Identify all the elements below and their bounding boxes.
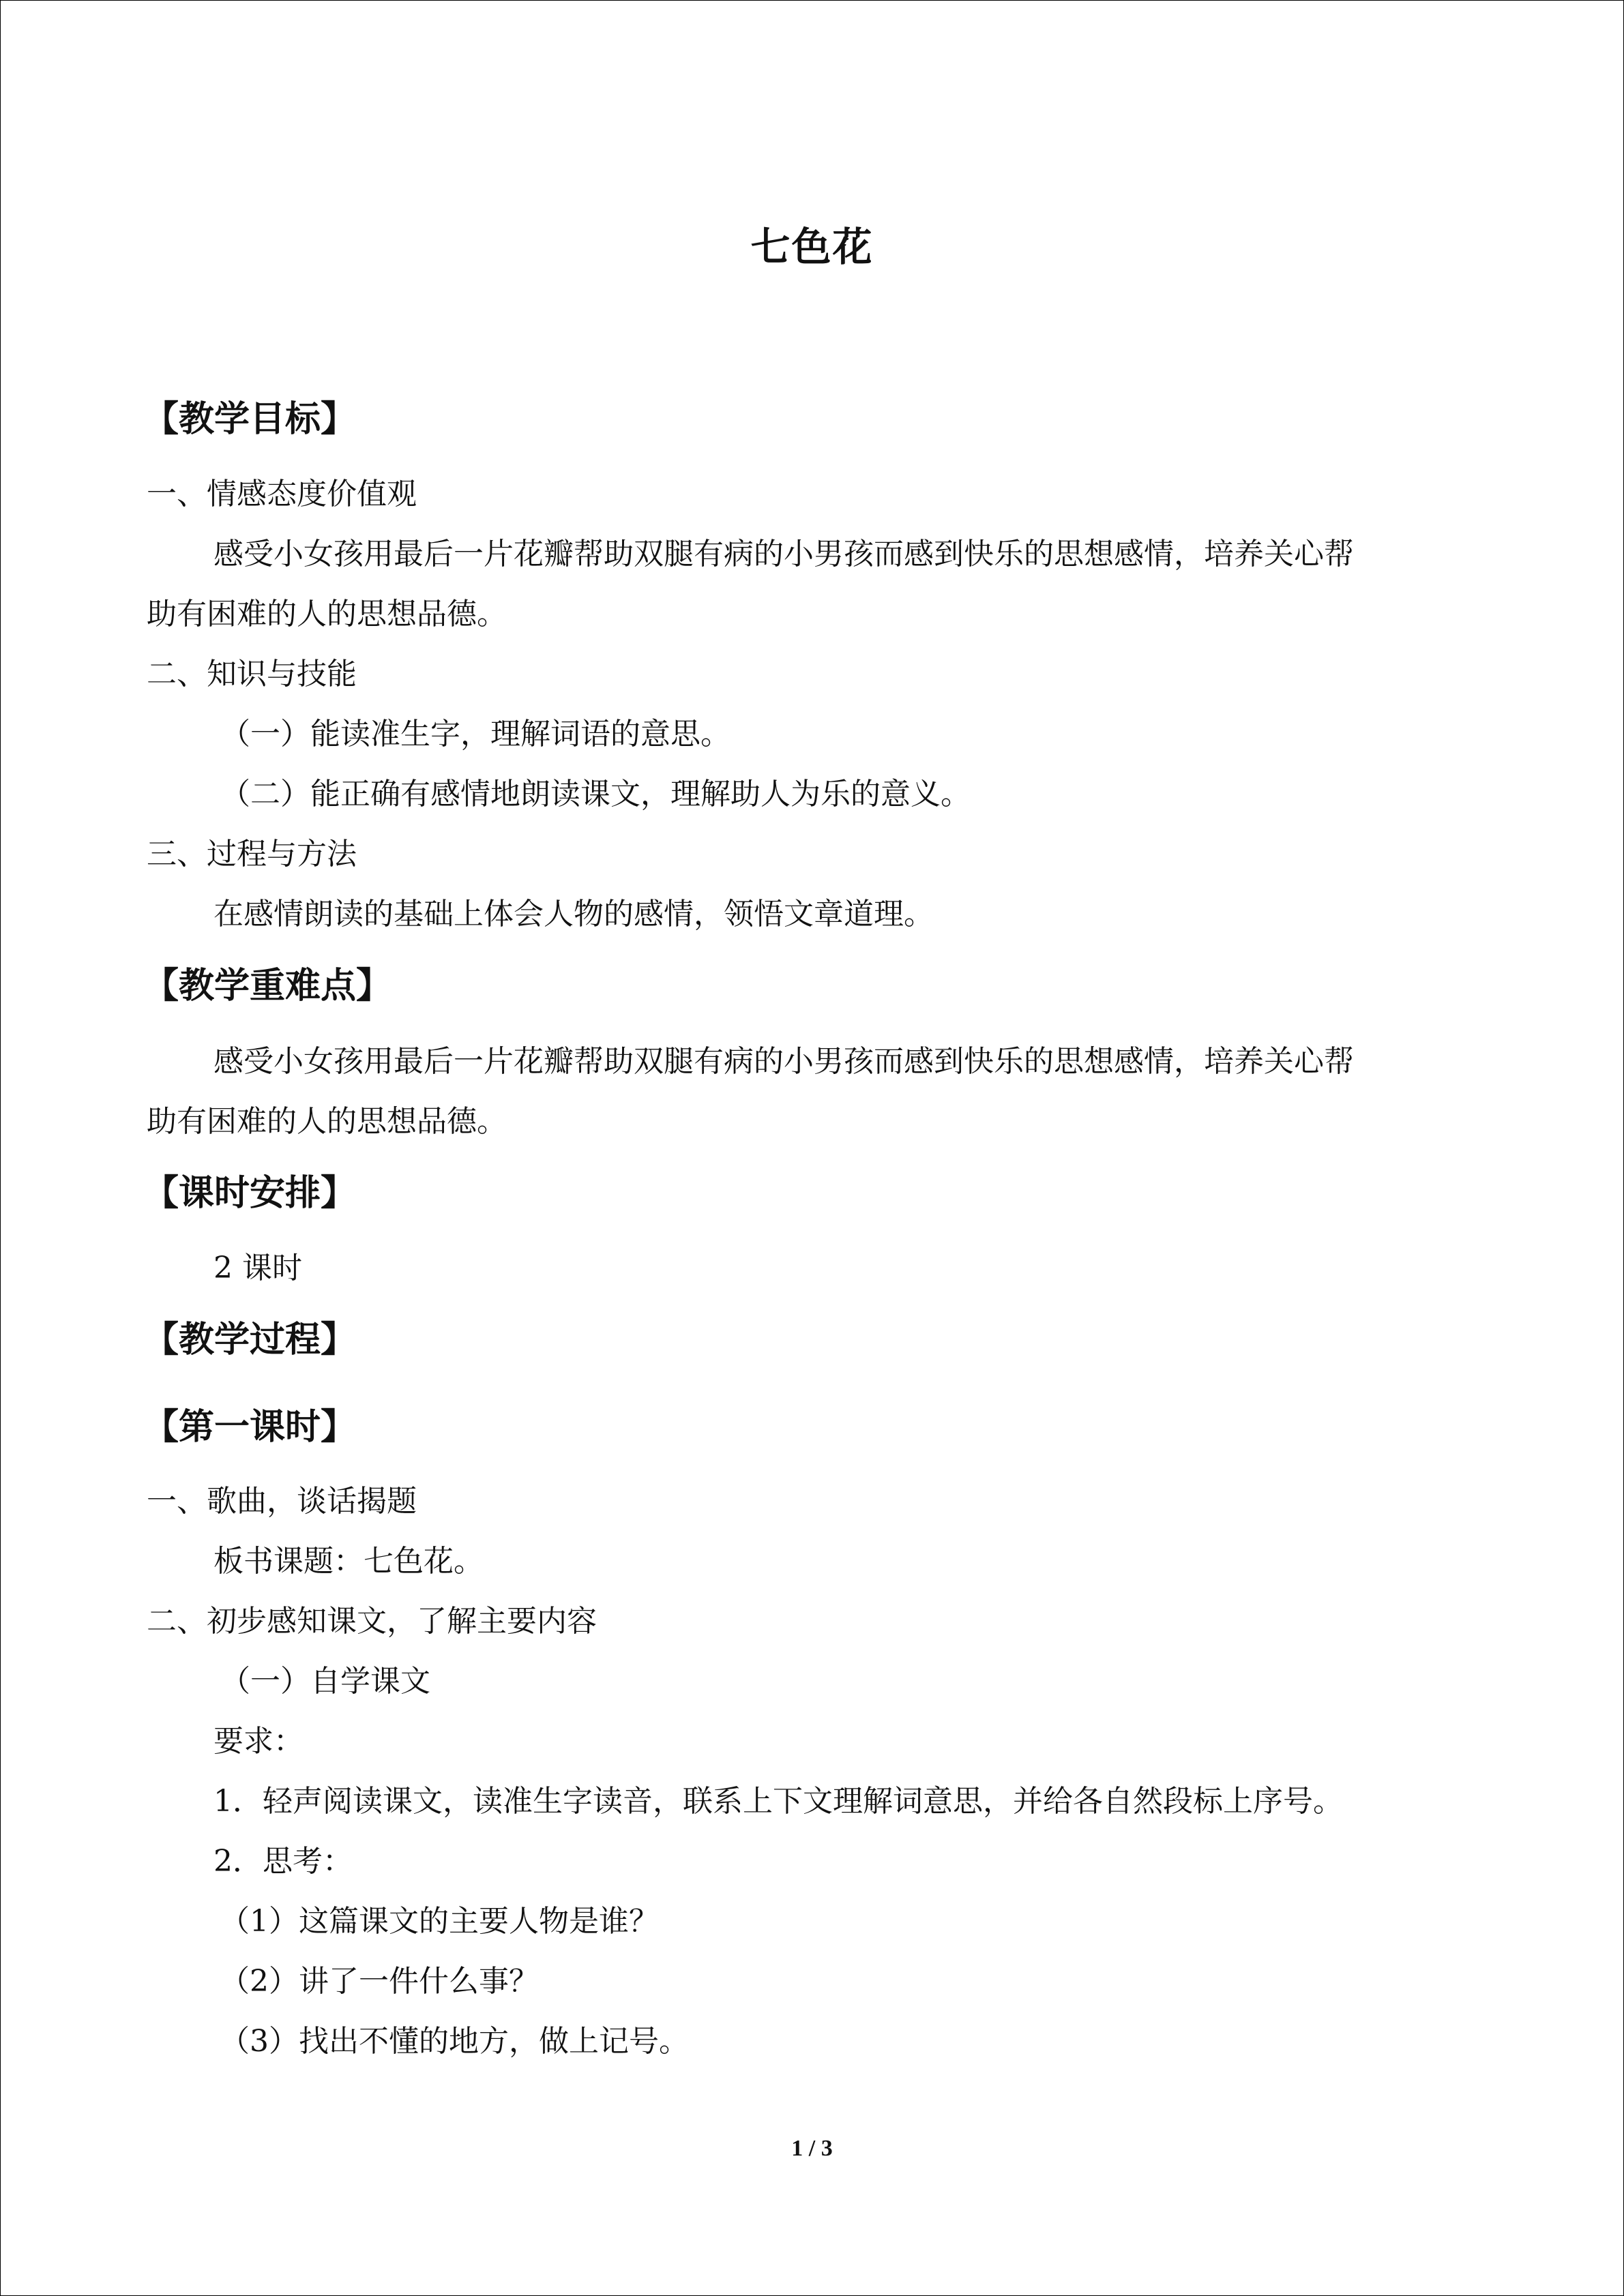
requirement-2: 2．思考： bbox=[213, 1844, 353, 1879]
section-heading-key-points: 【教学重难点】 bbox=[143, 966, 392, 1007]
document-title: 七色花 bbox=[750, 224, 874, 270]
requirement-1: 1．轻声阅读课文，读准生字读音，联系上下文理解词意思，并给各自然段标上序号。 bbox=[213, 1784, 1343, 1819]
lesson1-step2-label: 二、初步感知课文，了解主要内容 bbox=[147, 1604, 597, 1639]
question-2: （2）讲了一件什么事？ bbox=[220, 1964, 539, 1999]
lesson1-step1-label: 一、歌曲，谈话揭题 bbox=[147, 1484, 417, 1519]
question-1: （1）这篇课文的主要人物是谁？ bbox=[220, 1904, 659, 1939]
page-number: 1 / 3 bbox=[791, 2136, 833, 2161]
requirements-label: 要求： bbox=[213, 1724, 304, 1759]
objective-1-text-line1: 感受小女孩用最后一片花瓣帮助双腿有病的小男孩而感到快乐的思想感情，培养关心帮 bbox=[213, 537, 1354, 571]
objective-2-sub1: （一）能读准生字，理解词语的意思。 bbox=[220, 717, 730, 751]
section-heading-process: 【教学过程】 bbox=[143, 1320, 357, 1360]
lesson1-step1-text: 板书课题：七色花。 bbox=[213, 1544, 484, 1579]
key-points-line1: 感受小女孩用最后一片花瓣帮助双腿有病的小男孩而感到快乐的思想感情，培养关心帮 bbox=[213, 1044, 1354, 1079]
objective-3-text: 在感情朗读的基础上体会人物的感情，领悟文章道理。 bbox=[213, 897, 934, 931]
objective-1-text-line2: 助有困难的人的思想品德。 bbox=[147, 597, 507, 631]
schedule-text: 2 课时 bbox=[213, 1251, 302, 1285]
key-points-line2: 助有困难的人的思想品德。 bbox=[147, 1104, 507, 1139]
objective-2-sub2: （二）能正确有感情地朗读课文，理解助人为乐的意义。 bbox=[220, 777, 971, 811]
objective-1-label: 一、情感态度价值观 bbox=[147, 477, 417, 511]
lesson1-step2-sub1: （一）自学课文 bbox=[220, 1664, 430, 1699]
objective-3-label: 三、过程与方法 bbox=[147, 837, 357, 871]
question-3: （3）找出不懂的地方，做上记号。 bbox=[220, 2024, 689, 2059]
section-heading-lesson1: 【第一课时】 bbox=[143, 1407, 357, 1448]
objective-2-label: 二、知识与技能 bbox=[147, 657, 357, 691]
section-heading-objectives: 【教学目标】 bbox=[143, 399, 357, 440]
section-heading-schedule: 【课时安排】 bbox=[143, 1173, 357, 1214]
